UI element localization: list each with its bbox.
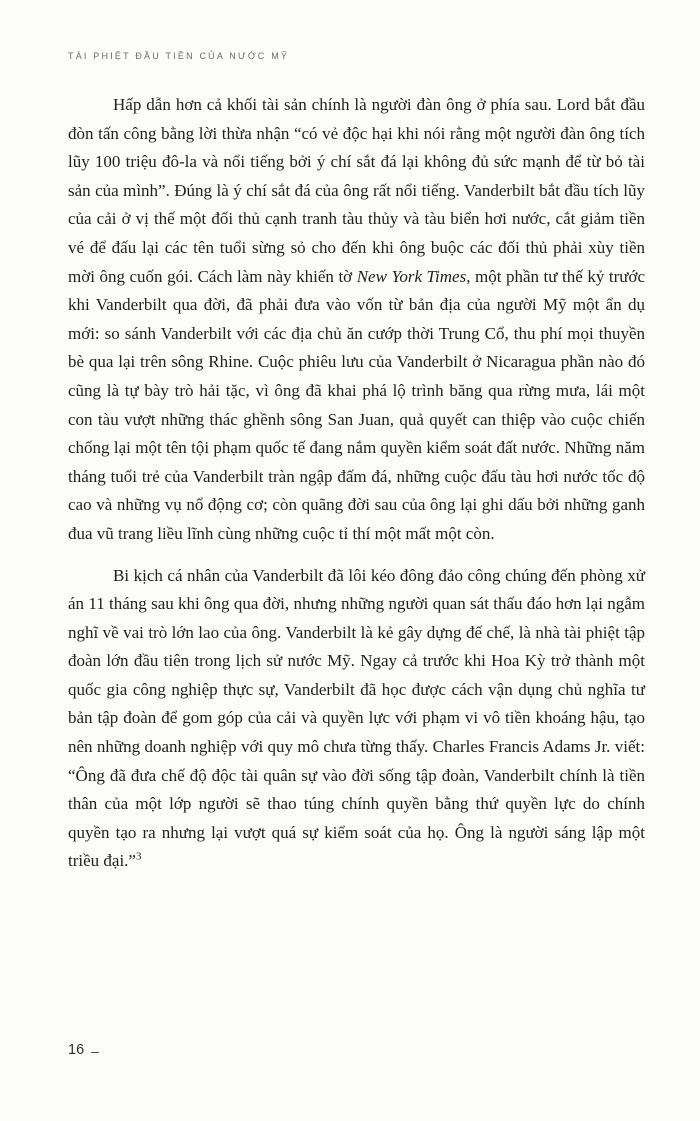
footnote-reference: 3 — [135, 850, 142, 863]
paragraph-2 — [68, 562, 645, 877]
paragraph-2-text: Bi kịch cá nhân của Vanderbilt đã lôi kéo đông đảo công chúng đến phòng xử án 11 tháng sau khi ông qua đời, nhưng những người quan sát thấu đáo hơn lại ngẫm nghĩ về vai trò lớn lao của ông. Vanderbilt là kẻ gây dựng đế chế, là nhà tài phiệt tập đoàn lớn đầu tiên trong lịch sử nước Mỹ. Ngay cả trước khi Hoa Kỳ trở thành một quốc gia công nghiệp thực sự, Vanderbilt đã học được cách vận dụng chủ nghĩa tư bản tập đoàn để gom góp của cải và quyền lực với phạm vi vô tiền khoáng hậu, tạo nên những doanh nghiệp với quy mô chưa từng thấy. Charles Francis Adams Jr. viết: “Ông đã đưa chế độ độc tài quân sự vào đời sống tập đoàn, Vanderbilt chính là tiền thân của một lớp người sẽ thao túng chính quyền bằng thứ quyền lực do chính quyền tạo ra nhưng lại vượt quá sự kiểm soát của họ. Ông là người sáng lập một triều đại.” — [68, 565, 645, 871]
page-number: 16 — [68, 1042, 85, 1058]
page-body — [68, 91, 645, 876]
running-header: TÀI PHIỆT ĐẦU TIÊN CỦA NƯỚC MỸ — [68, 51, 290, 61]
paragraph-1-text: Hấp dẫn hơn cả khối tài sản chính là người đàn ông ở phía sau. Lord bắt đầu đòn tấn công bằng lời thừa nhận “có vẻ độc hại khi nói rằng một người đàn ông tích lũy 100 triệu đô-la và nổi tiếng bởi ý chí sắt đá lại không đủ sức mạnh để từ bỏ tài sản của mình”. Đúng là ý chí sắt đá của ông rất nổi tiếng. Vanderbilt bắt đầu tích lũy của cải ở vị thế một đối thủ cạnh tranh tàu thủy và tàu biển hơi nước, cắt giảm tiền vé để đấu lại các tên tuổi sừng sỏ cho đến khi ông buộc các đối thủ phải xùy tiền mời ông cuốn gói. Cách làm này khiến tờ — [68, 95, 645, 286]
newspaper-title-italic: New York Times, — [356, 266, 471, 286]
paragraph-1 — [68, 91, 645, 549]
page-footer — [68, 1042, 99, 1058]
folio-dash: – — [91, 1043, 99, 1059]
paragraph-1-text-continued: một phần tư thế kỷ trước khi Vanderbilt qua đời, đã phải đưa vào vốn từ bản địa của người Mỹ một ẩn dụ mới: so sánh Vanderbilt với các địa chủ ăn cướp thời Trung Cổ, thu phí mọi thuyền bè qua lại trên sông Rhine. Cuộc phiêu lưu của Vanderbilt ở Nicaragua phần nào đó cũng là tự bày trò hải tặc, vì ông đã khai phá lộ trình băng qua rừng mưa, lái một con tàu vượt những thác ghềnh sông San Juan, quả quyết can thiệp vào cuộc chiến chống lại một tên tội phạm quốc tế đang nắm quyền kiểm soát đất nước. Những năm tháng tuổi trẻ của Vanderbilt tràn ngập đấm đá, những cuộc đấu tàu hơi nước tốc độ cao và những vụ nổ động cơ; còn quãng đời sau của ông lại ghi dấu bởi những ganh đua vũ trang liều lĩnh cùng những cuộc tỉ thí một mất một còn. — [68, 266, 645, 543]
